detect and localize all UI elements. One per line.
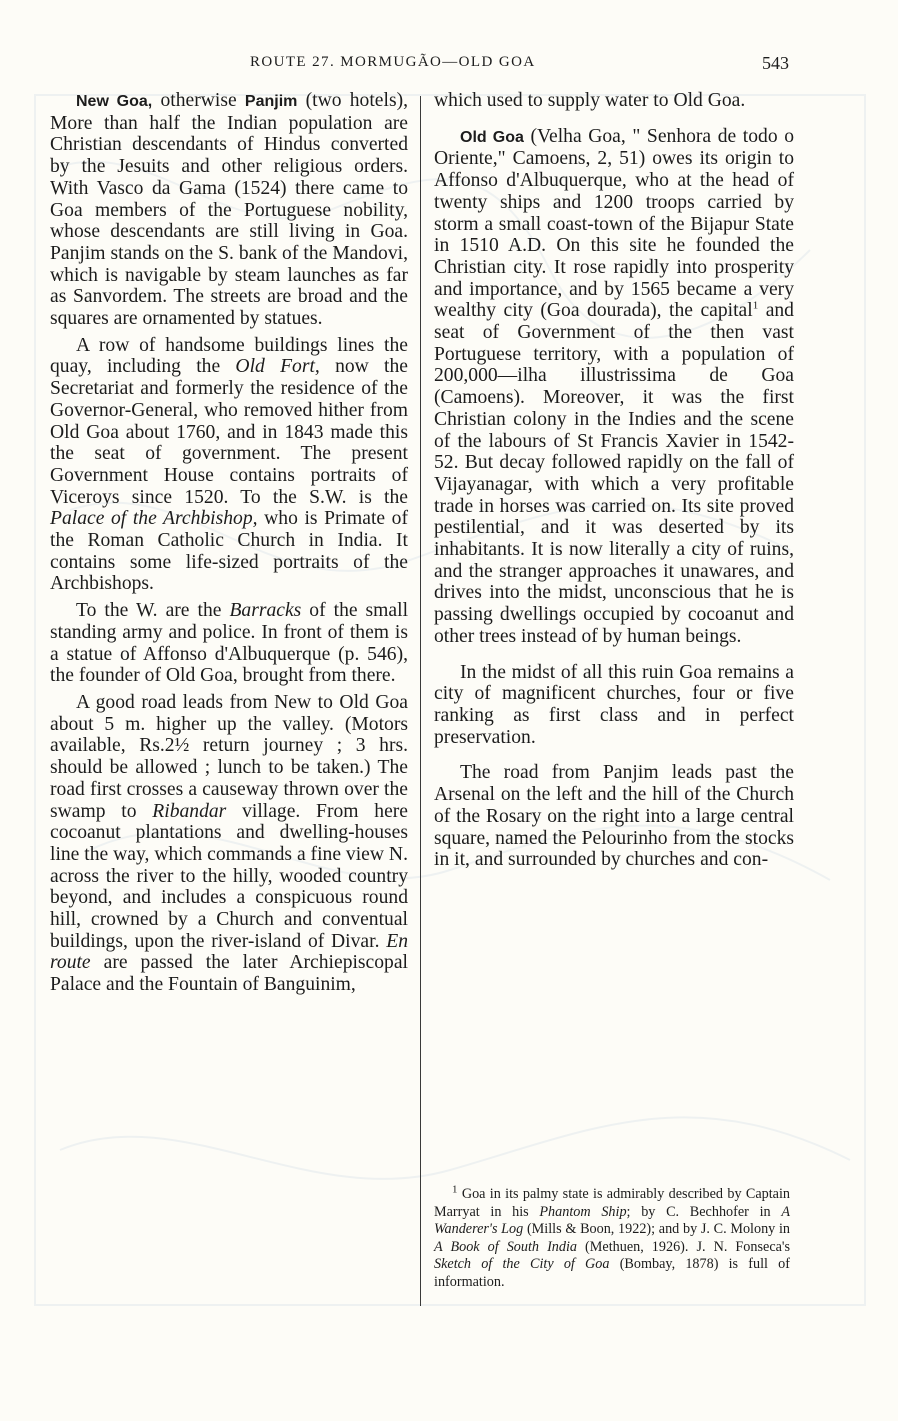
text-run: and seat of Government of the then vast Portuguese territory, with a population of 200,000—ilha illustrissima de Goa (Camoens). Moreover, it was the first Christian colony in the Indies and the scene of the labours of St Francis Xavier in 1542-52. But decay followed rapidly on the fall of Vijayanagar, with which a very profitable trade in horses was carried on. Its site proved pestilential, and it was deserted by its inhabitants. It is now literally a city of ruins, and the stranger approaches it unawares, and drives into the midst, unconscious that he is passing dwellings occupied by cocoanut and other trees instead of by human beings. <box>434 300 794 647</box>
italic-barracks: Barracks <box>229 600 302 622</box>
running-head: ROUTE 27. MORMUGÃO—OLD GOA <box>250 54 536 70</box>
paragraph-road-panjim: The road from Panjim leads past the Arsenal on the left and the hill of the Church of the Rosary on the right into a large central square, named the Pelourinho from the stocks in it, and surrounded by churches and con- <box>434 762 794 871</box>
heading-old-goa: Old Goa <box>460 128 524 146</box>
footnote-marker: 1 <box>452 1183 458 1196</box>
text-run: A row of handsome buildings lines the quay, including the <box>50 334 408 378</box>
text-run: are passed the later Archiepiscopal Palace and the Fountain of Banguinim, <box>50 952 408 996</box>
paragraph-barracks <box>50 600 408 687</box>
paragraph-new-goa <box>50 90 408 330</box>
text-run: of the small standing army and police. In front of them is a statue of Affonso d'Albuquerque (p. 546), the founder of Old Goa, brought from there. <box>50 600 409 687</box>
footnote-ref: 1 <box>752 299 759 312</box>
text-run: (Bombay, 1878) is full of information. <box>434 1256 790 1290</box>
italic-old-fort: Old Fort, <box>235 356 320 378</box>
paragraph-quay <box>50 335 408 595</box>
italic-palace: Palace of the Archbishop, <box>50 508 258 530</box>
italic-title: A Wanderer's Log <box>434 1203 790 1237</box>
text-run: A good road leads from New to Old Goa about 5 m. higher up the valley. (Motors available, Rs.2½ return journey ; 3 hrs. should be allowed ; lunch to be taken.) The road first crosses a causeway thrown over the swamp to <box>50 691 408 822</box>
italic-title: Sketch of the City of Goa <box>434 1256 610 1272</box>
footnote-text <box>434 1183 790 1291</box>
paragraph-road <box>50 692 408 996</box>
paragraph-ruin: In the midst of all this ruin Goa remains a city of magnificent churches, four or five ranking as first class and in perfect preservation. <box>434 661 794 748</box>
column-divider <box>420 96 421 1306</box>
italic-title: A Book of South India <box>434 1238 578 1255</box>
text-run: now the Secretariat and formerly the residence of the Governor-General, who removed hither from Old Goa about 1760, and in 1843 made this the seat of government. The present Government House contains portraits of Viceroys since 1520. To the S.W. is the <box>50 356 408 508</box>
right-column <box>434 90 794 876</box>
text-run: To the W. are the <box>76 600 230 622</box>
page-number: 543 <box>762 53 789 73</box>
text-run: (Mills & Boon, 1922); and by J. C. Molony in <box>523 1221 790 1237</box>
heading-new-goa: New Goa, <box>76 93 153 110</box>
text-run: (Velha Goa, " Senhora de todo o Oriente," Camoens, 2, 51) owes its origin to Affonso d'Albuquerque, who at the head of twenty ships and 1200 troops carried by storm a small coast-town of the Bijapur State in 1510 A.D. On this site he founded the Christian city. It rose rapidly into prosperity and importance, and by 1565 became a very wealthy city (Goa dourada), the capital <box>434 125 795 322</box>
italic-en-route: En route <box>50 930 408 974</box>
text-run: otherwise <box>152 90 245 111</box>
text-run: Goa in its palmy state is admirably described by Captain Marryat in his <box>434 1186 790 1220</box>
text-run: (Methuen, 1926). J. N. Fonseca's <box>577 1238 790 1255</box>
text-run: who is Primate of the Roman Catholic Church in India. It contains some life-sized portraits of the Archbishops. <box>50 508 408 595</box>
paragraph-continued: which used to supply water to Old Goa. <box>434 90 746 111</box>
page-header <box>0 54 898 78</box>
text-run: village. From here cocoanut plantations and dwelling-houses line the way, which commands a fine view N. across the river to the hilly, wooded country beyond, and includes a conspicuous round hill, crowned by a Church and conventual buildings, upon the river-island of Divar. <box>50 800 408 952</box>
italic-ribandar: Ribandar <box>152 800 227 822</box>
text-run: (two hotels), More than half the Indian population are Christian descendants of Hindus converted by the Jesuits and other religious orders. With Vasco da Gama (1524) there came to Goa members of the Portuguese nobility, whose descendants are still living in Goa. Panjim stands on the S. bank of the Mandovi, which is navigable by steam launches as far as Sanvordem. The streets are broad and the squares are ornamented by statues. <box>50 90 408 330</box>
footnote <box>434 1183 790 1291</box>
text-run: ; by C. Bechhofer in <box>626 1203 782 1220</box>
heading-panjim: Panjim <box>244 93 298 110</box>
italic-title: Phantom Ship <box>539 1203 627 1220</box>
left-column <box>50 90 408 1001</box>
paragraph-old-goa <box>434 126 794 648</box>
